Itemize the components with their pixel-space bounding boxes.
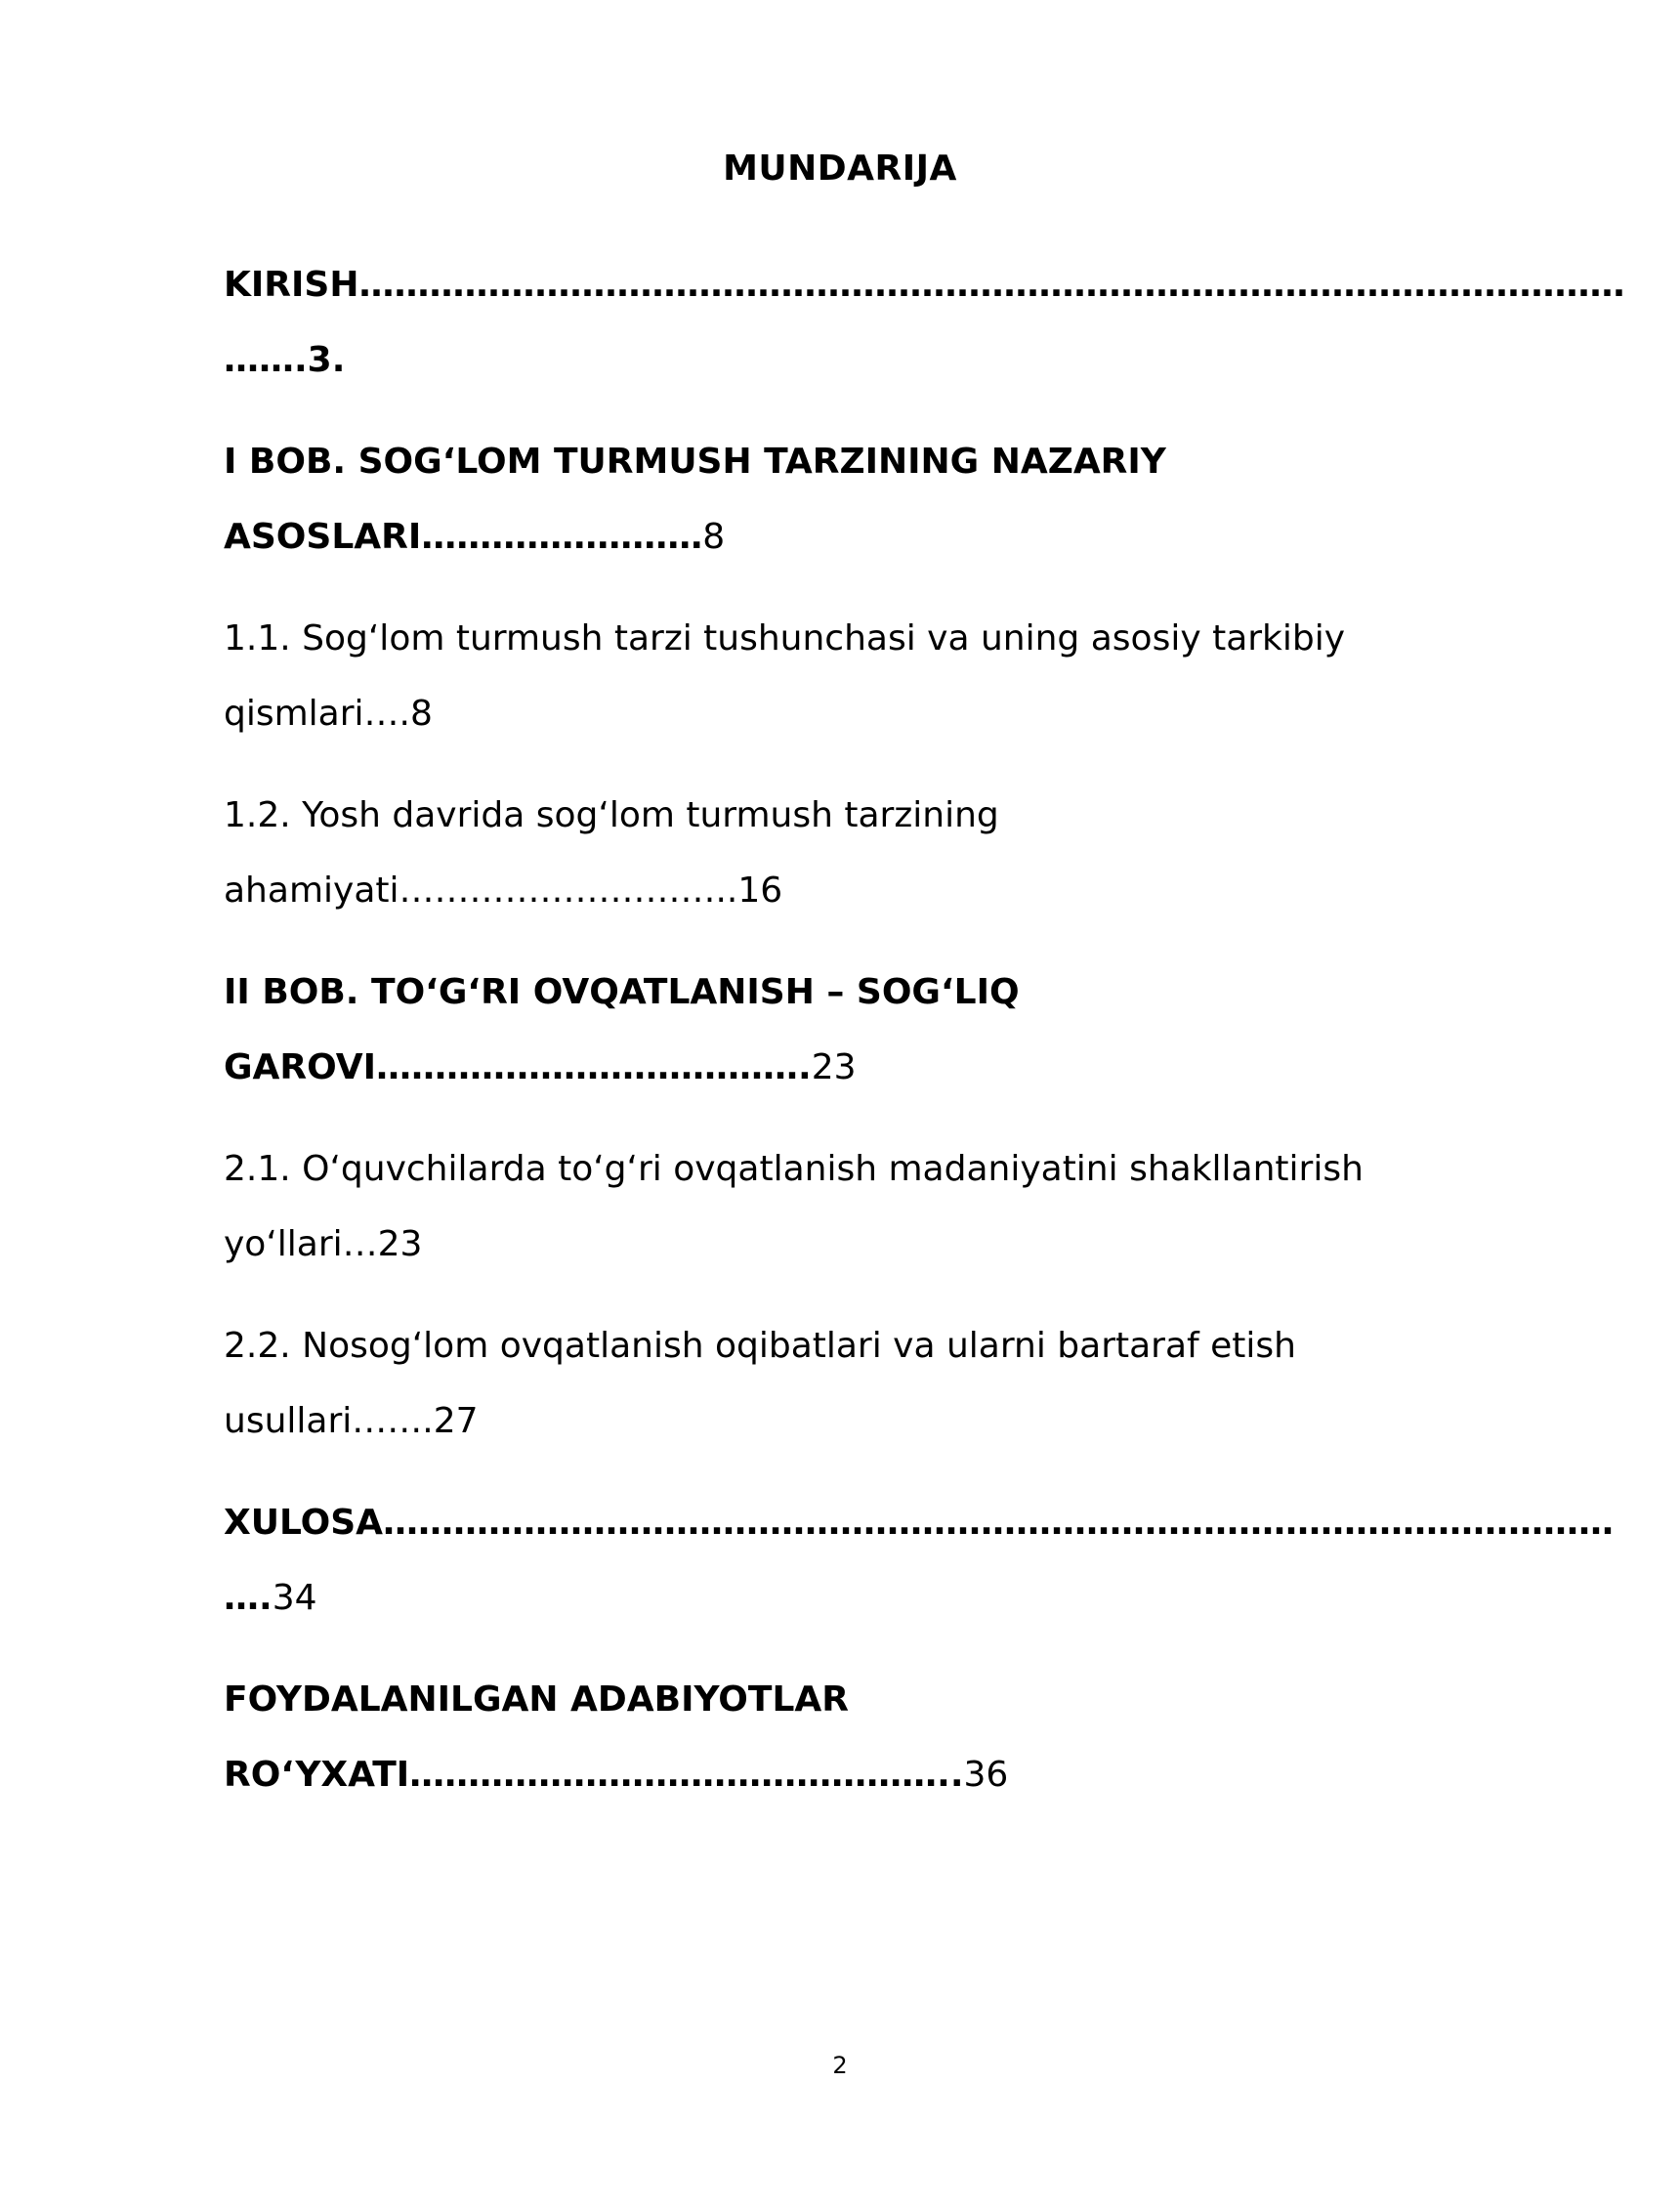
toc-entry-continuation: [224, 499, 1456, 574]
toc-entry-page: usullari…….27: [224, 1401, 479, 1441]
toc-entry-title: 1.2. Yosh davrida sog‘lom turmush tarzining: [224, 795, 999, 835]
table-of-contents: [224, 247, 1625, 1839]
toc-entry-title: 1.1. Sog‘lom turmush tarzi tushunchasi va uning asosiy tarkibiy: [224, 618, 1346, 659]
toc-entry-title: 2.1. O‘quvchilarda to‘g‘ri ovqatlanish madaniyatini shakllantirish: [224, 1149, 1364, 1189]
toc-entry-leader: GAROVI……………………………….: [224, 1047, 812, 1087]
toc-entry-section-2-2: [224, 1308, 1456, 1459]
toc-entry-xulosa: [224, 1485, 1615, 1636]
toc-entry-chapter-2: [224, 955, 1456, 1105]
toc-entry-section-2-1: [224, 1131, 1456, 1282]
toc-entry-section-1-2: [224, 778, 1456, 928]
toc-entry-page: 36: [963, 1755, 1009, 1795]
toc-entry-title: II BOB. TO‘G‘RI OVQATLANISH – SOG‘LIQ: [224, 972, 1020, 1012]
toc-entry-continuation: [224, 1030, 1456, 1105]
toc-entry-leader: RO‘YXATI………………………………………..: [224, 1755, 964, 1795]
toc-entry-page: 8: [702, 517, 726, 557]
toc-entry-leader: ASOSLARI……………………: [224, 517, 703, 557]
toc-entry-leader: ….: [224, 1578, 273, 1618]
toc-entry-continuation: [224, 1737, 1456, 1812]
toc-entry-page: 23: [811, 1047, 857, 1087]
page-title: MUNDARIJA: [723, 149, 957, 189]
toc-entry-title: FOYDALANILGAN ADABIYOTLAR: [224, 1679, 849, 1720]
toc-entry-page: ahamiyati………………………..16: [224, 871, 783, 911]
toc-entry-continuation: [224, 1560, 1456, 1636]
toc-entry-page: yo‘llari…23: [224, 1224, 423, 1264]
toc-entry-title: XULOSA……………………………………………………………………………………………: [224, 1503, 1615, 1543]
toc-entry-title: I BOB. SOG‘LOM TURMUSH TARZINING NAZARIY: [224, 442, 1166, 482]
toc-entry-page: qismlari….8: [224, 694, 433, 734]
toc-entry-kirish: [224, 247, 1625, 398]
toc-entry-chapter-1: [224, 424, 1456, 574]
toc-entry-references: [224, 1662, 1456, 1812]
toc-entry-title: KIRISH………………………………………………………………………………………………: [224, 265, 1625, 305]
page-number: 2: [832, 2052, 848, 2079]
toc-entry-page: …….3.: [224, 340, 346, 380]
toc-entry-section-1-1: [224, 601, 1456, 751]
toc-entry-page: 34: [272, 1578, 317, 1618]
toc-entry-title: 2.2. Nosog‘lom ovqatlanish oqibatlari va ularni bartaraf etish: [224, 1326, 1296, 1366]
